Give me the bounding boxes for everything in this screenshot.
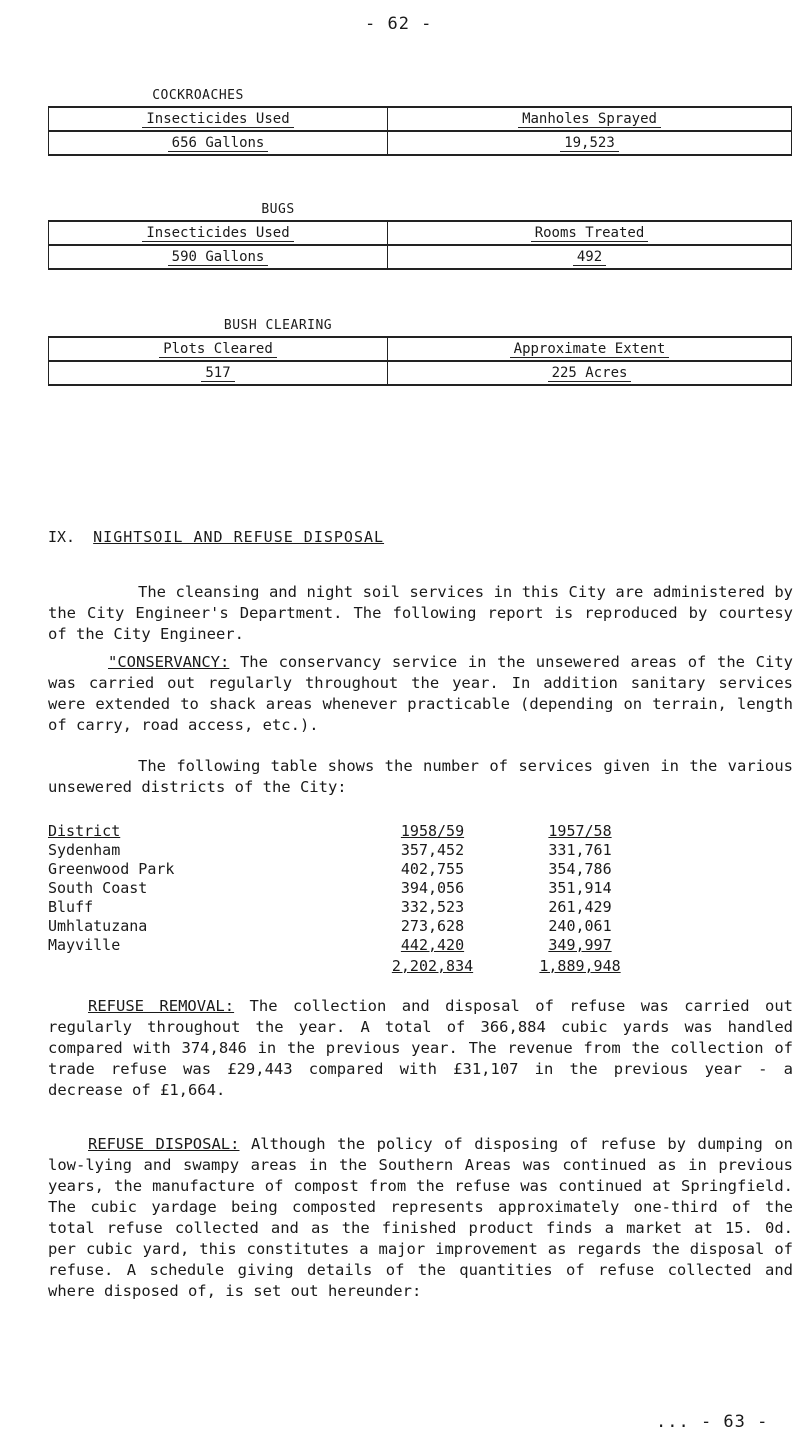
total-1957: 1,889,948 [539, 957, 621, 975]
bush-clearing-title: BUSH CLEARING [223, 318, 333, 333]
district-name: Bluff [48, 898, 94, 916]
district-name: South Coast [48, 879, 148, 897]
bush-header-plots: Plots Cleared [49, 337, 388, 361]
bugs-header-insecticides: Insecticides Used [49, 221, 388, 245]
bugs-value-rooms: 492 [388, 245, 792, 269]
district-value-1958: 357,452 [400, 841, 465, 859]
page-number-top: - 62 - [365, 14, 433, 34]
table-row [48, 860, 655, 879]
cockroaches-header-insecticides: Insecticides Used [49, 107, 388, 131]
districts-header-1958: 1958/59 [400, 822, 465, 840]
district-value-1958: 402,755 [400, 860, 465, 878]
cockroaches-header-manholes: Manholes Sprayed [388, 107, 792, 131]
paragraph-refuse-disposal: REFUSE DISPOSAL: Although the policy of disposing of refuse by dumping on low-lying and swampy areas in the Southern Areas was continued as in previous years, the manufacture of compost from the refuse was continued at Springfield. The cubic yardage being composted represents approximately one-third of the total refuse collected and as the finished product finds a market at 15. 0d. per cubic yard, this constitutes a major improvement as regards the disposal of refuse. A schedule giving details of the quantities of refuse collected and where disposed of, is set out hereunder: [48, 1135, 793, 1300]
districts-table [48, 822, 655, 976]
bush-value-plots: 517 [49, 361, 388, 385]
district-name: Sydenham [48, 841, 121, 859]
cockroaches-value-insecticides: 656 Gallons [49, 131, 388, 155]
cockroaches-value-manholes: 19,523 [388, 131, 792, 155]
table-row [48, 879, 655, 898]
bugs-table [48, 220, 792, 270]
district-value-1957: 354,786 [548, 860, 612, 878]
district-value-1958: 394,056 [400, 879, 465, 897]
districts-header-1957: 1957/58 [548, 822, 612, 840]
district-value-1957: 349,997 [548, 936, 612, 954]
bush-value-extent: 225 Acres [388, 361, 792, 385]
table-row [48, 936, 655, 955]
district-value-1957: 351,914 [548, 879, 612, 897]
section-heading [48, 528, 384, 546]
bugs-header-rooms: Rooms Treated [388, 221, 792, 245]
totals-row [48, 957, 655, 976]
conservancy-label: "CONSERVANCY: [108, 653, 230, 671]
district-name: Greenwood Park [48, 860, 175, 878]
paragraph-conservancy: "CONSERVANCY: The conservancy service in the unsewered areas of the City was carried out regularly throughout the year. In addition sanitary services were extended to shack areas whenever practicable (depending on terrain, length of carry, road access, etc.). [48, 653, 793, 734]
section-title: NIGHTSOIL AND REFUSE DISPOSAL [93, 528, 385, 546]
district-value-1957: 331,761 [548, 841, 612, 859]
bush-header-extent: Approximate Extent [388, 337, 792, 361]
bugs-value-insecticides: 590 Gallons [49, 245, 388, 269]
cockroaches-title: COCKROACHES [152, 88, 244, 103]
refuse-disposal-label: REFUSE DISPOSAL: [88, 1135, 240, 1153]
table-row [48, 841, 655, 860]
table-row [48, 898, 655, 917]
paragraph-table-intro: The following table shows the number of services given in the various unsewered districts of the City: [48, 757, 793, 796]
table-row [48, 917, 655, 936]
districts-header-row [48, 822, 655, 841]
paragraph-refuse-removal: REFUSE REMOVAL: The collection and disposal of refuse was carried out regularly throughout the year. A total of 366,884 cubic yards was handled compared with 374,846 in the previous year. The revenue from the collection of trade refuse was £29,443 compared with £31,107 in the previous year - a decrease of £1,664. [48, 997, 793, 1099]
cockroaches-table [48, 106, 792, 156]
section-number: IX. [48, 528, 76, 546]
totals-label [48, 957, 360, 976]
district-value-1958: 442,420 [400, 936, 465, 954]
bugs-title: BUGS [261, 202, 295, 217]
total-1958: 2,202,834 [391, 957, 474, 975]
bush-clearing-table [48, 336, 792, 386]
district-value-1957: 261,429 [548, 898, 612, 916]
refuse-removal-label: REFUSE REMOVAL: [88, 997, 235, 1015]
district-value-1958: 273,628 [400, 917, 465, 935]
paragraph-intro: The cleansing and night soil services in this City are administered by the City Engineer's Department. The following report is reproduced by courtesy of the City Engineer. [48, 583, 793, 643]
district-value-1957: 240,061 [548, 917, 612, 935]
page-number-bottom: ... - 63 - [656, 1412, 769, 1432]
district-name: Umhlatuzana [48, 917, 148, 935]
district-value-1958: 332,523 [400, 898, 465, 916]
districts-header-district: District [48, 822, 121, 840]
district-name: Mayville [48, 936, 121, 954]
